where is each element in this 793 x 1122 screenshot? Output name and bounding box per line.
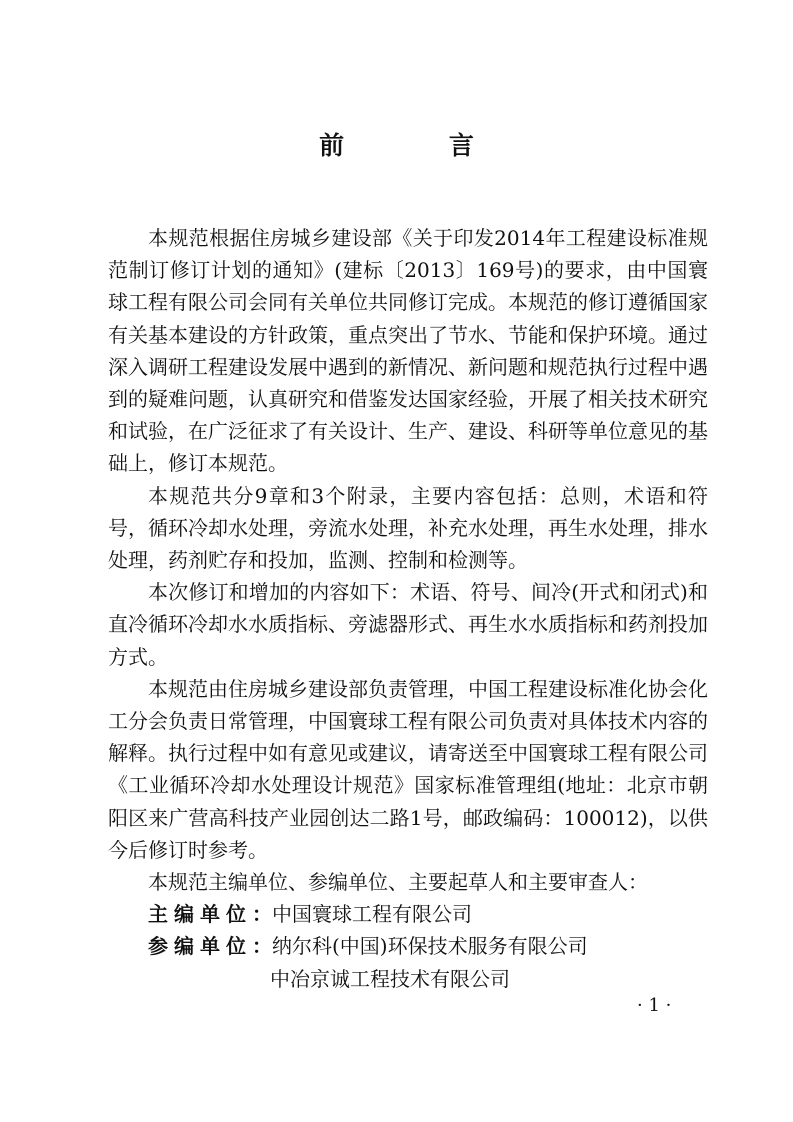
participating-label: 参编单位 [148, 934, 252, 959]
foreword-body [108, 222, 708, 995]
chief-editor-value: 中国寰球工程有限公司 [272, 902, 472, 927]
page-number: · 1 · [637, 995, 672, 1016]
participating-value-2: 中冶京诚工程技术有限公司 [270, 966, 510, 991]
chief-editor-line [108, 898, 708, 930]
paragraph-revisions: 本次修订和增加的内容如下：术语、符号、间冷(开式和闭式)和直冷循环冷却水水质指标、旁滤器形式、再生水水质指标和药剂投加方式。 [108, 580, 708, 669]
paragraph-units-intro: 本规范主编单位、参编单位、主要起草人和主要审查人： [148, 870, 648, 895]
paragraph-management: 本规范由住房城乡建设部负责管理，中国工程建设标准化协会化工分会负责日常管理，中国寰球工程有限公司负责对具体技术内容的解释。执行过程中如有意见或建议，请寄送至中国寰球工程有限公司《工业循环冷却水处理设计规范》国家标准管理组(地址：北京市朝阳区来广营高科技产业园创达二路1号，邮政编码：100012)，以供今后修订时参考。 [108, 676, 708, 862]
chief-editor-label: 主编单位 [148, 902, 252, 927]
participating-colon: ： [252, 934, 272, 959]
paragraph-basis: 本规范根据住房城乡建设部《关于印发2014年工程建设标准规范制订修订计划的通知》(建标〔2013〕169号)的要求，由中国寰球工程有限公司会同有关单位共同修订完成。本规范的修订遵循国家有关基本建设的方针政策，重点突出了节水、节能和保护环境。通过深入调研工程建设发展中遇到的新情况、新问题和规范执行过程中遇到的疑难问题，认真研究和借鉴发达国家经验，开展了相关技术研究和试验，在广泛征求了有关设计、生产、建设、科研等单位意见的基础上，修订本规范。 [108, 226, 708, 476]
page-title: 前 言 [319, 131, 522, 160]
participating-value-2-line [108, 963, 708, 995]
paragraph-contents: 本规范共分9章和3个附录，主要内容包括：总则，术语和符号，循环冷却水处理，旁流水处理，补充水处理，再生水处理，排水处理，药剂贮存和投加，监测、控制和检测等。 [108, 483, 708, 573]
participating-line [108, 930, 708, 962]
participating-value-1: 纳尔科(中国)环保技术服务有限公司 [272, 934, 588, 959]
chief-editor-colon: ： [252, 902, 272, 927]
